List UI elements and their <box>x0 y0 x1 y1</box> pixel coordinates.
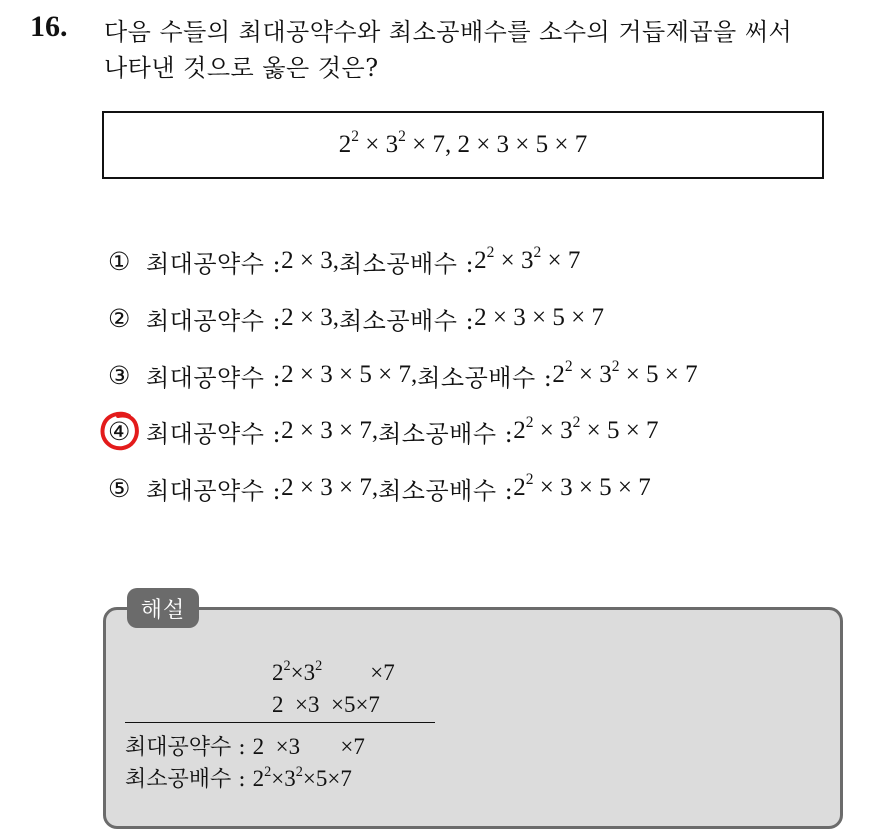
solution-gcd-row <box>125 730 365 761</box>
solution-divider <box>125 722 435 723</box>
given-numbers-box <box>102 111 824 179</box>
solution-lcm-label: 최소공배수 : <box>125 767 253 792</box>
choice-number: ② <box>108 303 131 333</box>
choice-3[interactable] <box>108 357 698 393</box>
gcd-label: 최대공약수 : <box>146 363 282 392</box>
lcm-value: $2^2 \times 3^2 \times 5 \times 7$ <box>513 414 659 444</box>
lcm-value: $2^2 \times 3 \times 5 \times 7$ <box>513 471 651 501</box>
solution-gcd-value: 2 ×3 ×7 <box>252 734 365 759</box>
lcm-label: 최소공배수 : <box>339 306 475 335</box>
lcm-value: $2^2 \times 3^2 \times 5 \times 7$ <box>552 358 698 388</box>
gcd-label: 최대공약수 : <box>146 476 282 505</box>
solution-tab: 해설 <box>127 588 199 628</box>
lcm-label: 최소공배수 : <box>378 476 514 505</box>
choice-number: ⑤ <box>108 473 131 503</box>
separator: , <box>410 361 418 388</box>
choice-4[interactable] <box>108 413 659 449</box>
lcm-value: $2^2 \times 3^2 \times 7$ <box>474 244 581 274</box>
solution-box <box>103 607 843 829</box>
separator: , <box>332 304 339 331</box>
separator: , <box>371 474 379 501</box>
choice-1[interactable] <box>108 243 580 279</box>
choice-5[interactable] <box>108 470 651 506</box>
solution-lcm-row <box>125 762 352 793</box>
choice-2[interactable] <box>108 300 604 336</box>
gcd-value: 2 × 3 × 7 <box>281 474 372 501</box>
question-text-line2: 나타낸 것으로 옳은 것은? <box>104 54 379 82</box>
question-text-line1: 다음 수들의 최대공약수와 최소공배수를 소수의 거듭제곱을 써서 <box>104 18 793 46</box>
choice-number: ① <box>108 246 131 276</box>
choice-number: ③ <box>108 360 131 390</box>
lcm-label: 최소공배수 : <box>417 363 553 392</box>
solution-row-b: 2 ×3 ×5×7 <box>272 692 380 717</box>
lcm-label: 최소공배수 : <box>378 419 514 448</box>
separator: , <box>332 247 339 274</box>
question-number: 16. <box>30 10 68 43</box>
given-numbers: $2^2 \times 3^2 \times 7$, 2 × 3 × 5 × 7 <box>338 128 588 158</box>
gcd-label: 최대공약수 : <box>146 419 282 448</box>
solution-gcd-label: 최대공약수 : <box>125 735 253 760</box>
lcm-label: 최소공배수 : <box>339 249 475 278</box>
separator: , <box>371 417 379 444</box>
solution-lcm-value: $2^2\times 3^2\times 5\times 7$ <box>252 764 352 791</box>
gcd-label: 최대공약수 : <box>146 249 282 278</box>
solution-row-a: $2^2\times 3^2 \times 7$ <box>272 658 395 685</box>
gcd-value: 2 × 3 × 7 <box>281 417 372 444</box>
gcd-label: 최대공약수 : <box>146 306 282 335</box>
choice-number: ④ <box>108 416 131 446</box>
gcd-value: 2 × 3 <box>281 304 333 331</box>
gcd-value: 2 × 3 <box>281 247 333 274</box>
gcd-value: 2 × 3 × 5 × 7 <box>281 361 411 388</box>
lcm-value: 2 × 3 × 5 × 7 <box>474 304 604 331</box>
